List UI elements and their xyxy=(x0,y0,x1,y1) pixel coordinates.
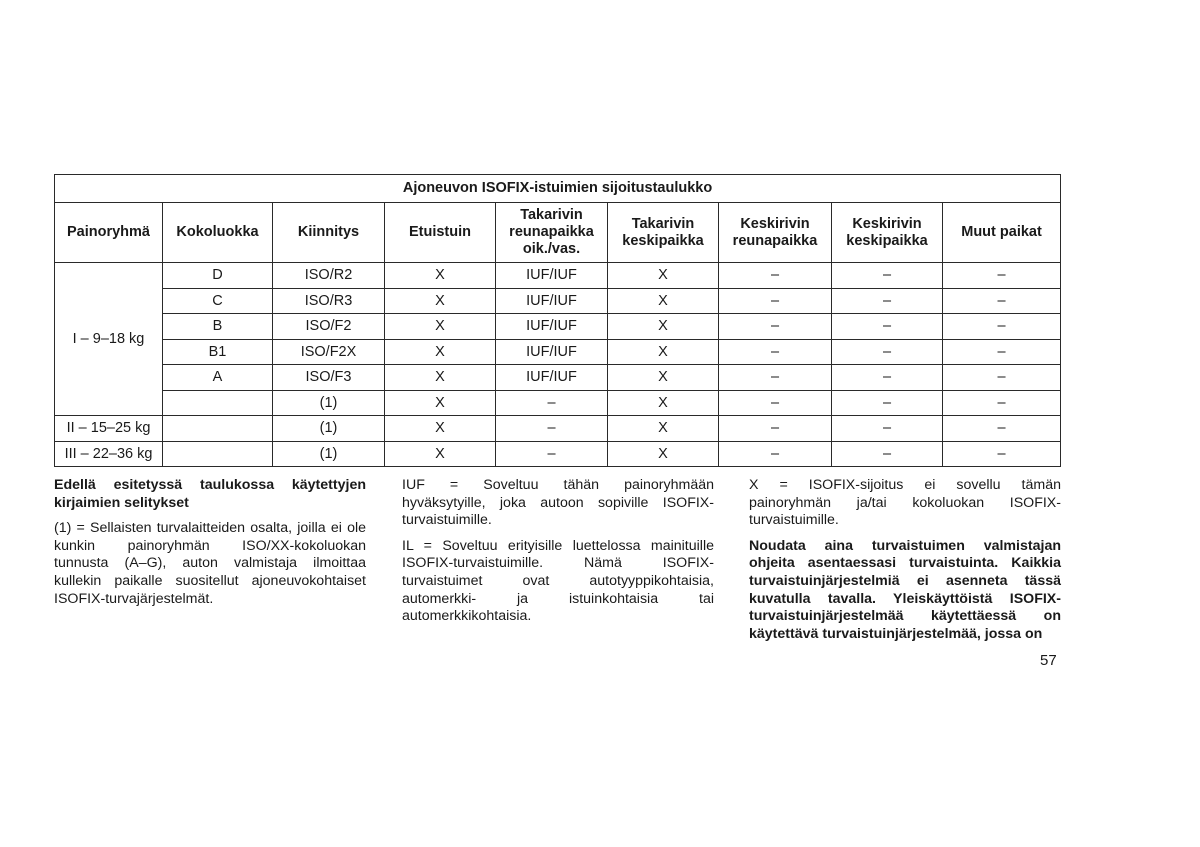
column-header: Takarivin keskipaikka xyxy=(608,203,719,263)
table-cell xyxy=(163,390,273,416)
table-cell: – xyxy=(832,339,943,365)
column-header: Painoryhmä xyxy=(55,203,163,263)
notes-column-3 xyxy=(749,477,1061,651)
table-row xyxy=(55,416,1061,442)
notes-column-2 xyxy=(402,477,714,634)
table-cell: – xyxy=(719,416,832,442)
table-cell xyxy=(163,441,273,467)
table-cell: ISO/F2 xyxy=(273,314,385,340)
table-cell: – xyxy=(943,365,1061,391)
table-cell: – xyxy=(719,441,832,467)
table-cell: X xyxy=(385,441,496,467)
table-cell: – xyxy=(719,314,832,340)
table-cell: X xyxy=(385,339,496,365)
table-cell: – xyxy=(832,288,943,314)
table-cell: – xyxy=(832,416,943,442)
table-cell: X xyxy=(608,365,719,391)
column-header: Kokoluokka xyxy=(163,203,273,263)
table-cell: – xyxy=(943,441,1061,467)
table-cell: – xyxy=(943,390,1061,416)
table-cell: X xyxy=(608,339,719,365)
table-cell: IUF/IUF xyxy=(496,365,608,391)
table-cell: – xyxy=(496,416,608,442)
warning-text: Noudata aina turvaistuimen valmistajan ohjeita asentaessasi turvaistuinta. Kaikkia turvaistuinjärjestelmiä ei asenneta tässä kuvatulla tavalla. Yleiskäyttöistä ISOFIX-turvaistuinjärjestelmää käytettäessä on käytettävä turvaistuinjärjestelmää, jossa on xyxy=(749,537,1061,642)
table-cell: – xyxy=(719,339,832,365)
table-cell: – xyxy=(832,390,943,416)
table-cell: D xyxy=(163,263,273,289)
table-cell: (1) xyxy=(273,441,385,467)
table-cell: IUF/IUF xyxy=(496,288,608,314)
table-cell: ISO/F3 xyxy=(273,365,385,391)
table-cell: X xyxy=(608,416,719,442)
table-row xyxy=(55,263,1061,289)
table-title: Ajoneuvon ISOFIX-istuimien sijoitustaulukko xyxy=(55,175,1061,203)
note-iuf: IUF = Soveltuu tähän painoryhmään hyväksytyille, joka autoon sopiville ISOFIX-turvaistuimille. xyxy=(402,477,714,529)
weight-group-cell: III – 22–36 kg xyxy=(55,441,163,467)
isofix-table xyxy=(54,174,1061,467)
table-cell: – xyxy=(719,263,832,289)
table-cell: – xyxy=(943,339,1061,365)
table-cell: B xyxy=(163,314,273,340)
table-cell: ISO/F2X xyxy=(273,339,385,365)
column-header: Kiinnitys xyxy=(273,203,385,263)
table-cell: – xyxy=(496,390,608,416)
notes-column-1 xyxy=(54,477,366,616)
table-cell: (1) xyxy=(273,416,385,442)
table-cell: X xyxy=(385,416,496,442)
table-cell: (1) xyxy=(273,390,385,416)
weight-group-cell: II – 15–25 kg xyxy=(55,416,163,442)
table-cell xyxy=(163,416,273,442)
table-cell: – xyxy=(832,365,943,391)
table-cell: – xyxy=(496,441,608,467)
table-cell: – xyxy=(943,416,1061,442)
table-row xyxy=(55,390,1061,416)
table-cell: ISO/R2 xyxy=(273,263,385,289)
note-x: X = ISOFIX-sijoitus ei sovellu tämän painoryhmän ja/tai kokoluokan ISOFIX-turvaistuimille. xyxy=(749,477,1061,529)
table-cell: – xyxy=(943,288,1061,314)
table-row xyxy=(55,314,1061,340)
table-cell: A xyxy=(163,365,273,391)
table-cell: X xyxy=(608,441,719,467)
table-cell: B1 xyxy=(163,339,273,365)
table-cell: – xyxy=(832,441,943,467)
table-cell: – xyxy=(943,263,1061,289)
column-header: Keskirivin reunapaikka xyxy=(719,203,832,263)
table-cell: – xyxy=(719,288,832,314)
table-cell: X xyxy=(608,263,719,289)
column-header: Takarivin reunapaikka oik./vas. xyxy=(496,203,608,263)
column-header: Muut paikat xyxy=(943,203,1061,263)
table-cell: C xyxy=(163,288,273,314)
table-row xyxy=(55,339,1061,365)
table-cell: X xyxy=(608,314,719,340)
table-header-row xyxy=(55,203,1061,263)
table-cell: X xyxy=(385,365,496,391)
table-row xyxy=(55,365,1061,391)
page-number: 57 xyxy=(1040,652,1057,669)
table-cell: X xyxy=(385,390,496,416)
column-header: Keskirivin keskipaikka xyxy=(832,203,943,263)
note-il: IL = Soveltuu erityisille luettelossa mainituille ISOFIX-turvaistuimille. Nämä ISOFIX-turvaistuimet ovat autotyyppikohtaisia, automerkki- ja istuinkohtaisia tai automerkkikohtaisia. xyxy=(402,537,714,625)
weight-group-cell: I – 9–18 kg xyxy=(55,263,163,416)
note-1: (1) = Sellaisten turvalaitteiden osalta, joilla ei ole kunkin painoryhmän ISO/XX-kokoluokan tunnusta (A–G), auton valmistaja ilmoittaa kullekin paikalle suositellut ajoneuvokohtaiset ISOFIX-turvajärjestelmät. xyxy=(54,520,366,607)
table-cell: IUF/IUF xyxy=(496,263,608,289)
table-cell: – xyxy=(943,314,1061,340)
table-cell: – xyxy=(719,365,832,391)
table-cell: X xyxy=(608,288,719,314)
table-cell: X xyxy=(385,288,496,314)
table-cell: – xyxy=(719,390,832,416)
table-cell: X xyxy=(385,263,496,289)
table-cell: – xyxy=(832,263,943,289)
table-cell: – xyxy=(832,314,943,340)
table-cell: X xyxy=(608,390,719,416)
table-cell: IUF/IUF xyxy=(496,314,608,340)
column-header: Etuistuin xyxy=(385,203,496,263)
table-cell: X xyxy=(385,314,496,340)
table-cell: IUF/IUF xyxy=(496,339,608,365)
notes-heading: Edellä esitetyssä taulukossa käytettyjen kirjaimien selitykset xyxy=(54,477,366,511)
table-row xyxy=(55,288,1061,314)
table-row xyxy=(55,441,1061,467)
table-cell: ISO/R3 xyxy=(273,288,385,314)
